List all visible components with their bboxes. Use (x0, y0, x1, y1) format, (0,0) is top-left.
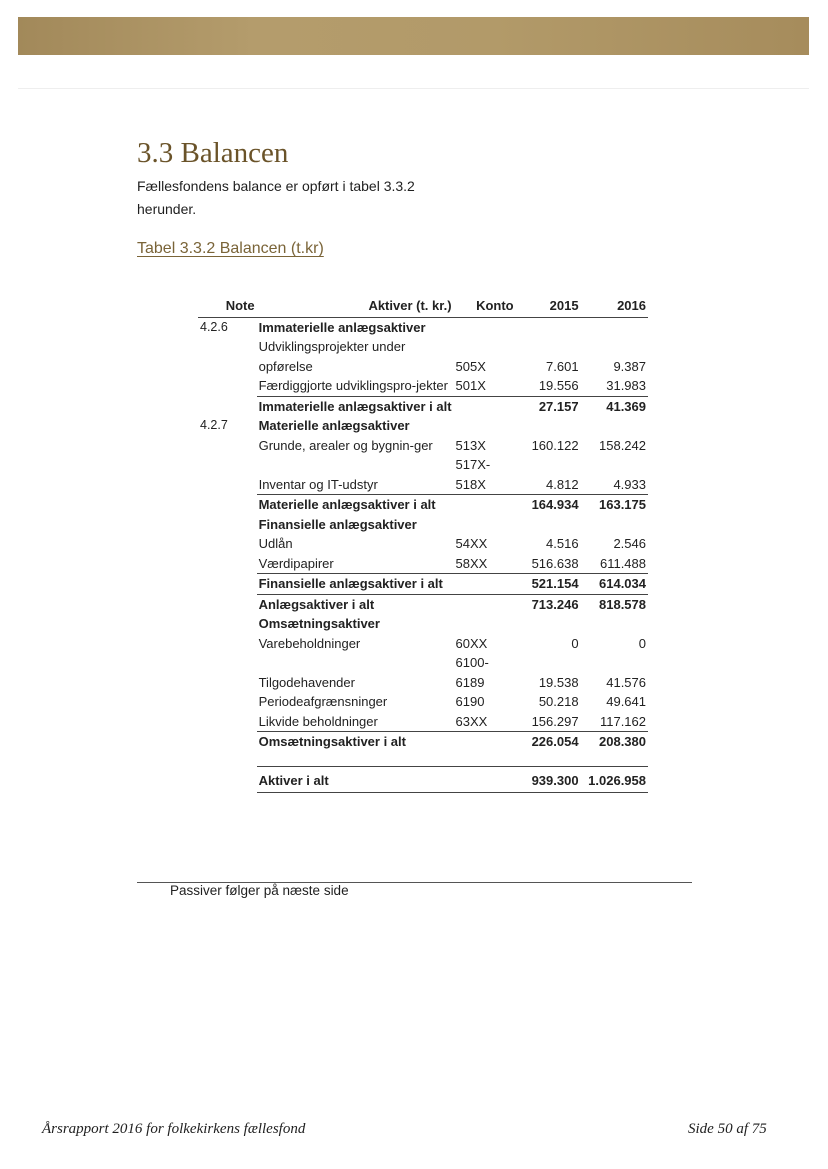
table-row (198, 396, 648, 416)
row-2015: 7.601 (546, 358, 579, 374)
row-2016: 0 (638, 635, 646, 651)
row-2015: 156.297 (516, 712, 581, 732)
header-2015: 2015 (516, 296, 581, 317)
table-row (198, 653, 648, 692)
row-2015: 27.157 (538, 398, 579, 414)
row-konto: 63XX (454, 712, 516, 732)
table-row (198, 614, 648, 634)
row-label: Værdipapirer (257, 554, 454, 574)
footnote-text: Passiver følger på næste side (170, 883, 349, 898)
row-note: 4.2.7 (200, 418, 228, 432)
row-konto: 501X (454, 376, 516, 396)
row-label: Immaterielle anlægsaktiver (258, 319, 426, 335)
header-2016: 2016 (581, 296, 648, 317)
table-row (198, 337, 648, 376)
row-label: Tilgodehavender (258, 674, 355, 690)
table-row (198, 692, 648, 712)
row-2015: 160.122 (531, 437, 579, 453)
row-label: Finansielle anlægsaktiver (258, 516, 417, 532)
row-2015: 19.556 (516, 376, 581, 396)
row-2015: 19.538 (538, 674, 579, 690)
row-label: Materielle anlægsaktiver i alt (258, 497, 436, 512)
row-label: Periodeafgrænsninger (258, 694, 388, 709)
section-number: 3.3 (137, 137, 174, 169)
row-konto: 54XX (455, 536, 488, 551)
section-title (137, 137, 288, 170)
footer-title: Årsrapport 2016 for folkekirkens fællesfond (42, 1121, 306, 1137)
row-2015: 4.812 (516, 455, 581, 495)
table-row (198, 317, 648, 337)
row-2015: 939.300 (516, 766, 581, 793)
row-2016: 614.034 (581, 574, 648, 595)
row-konto: 60XX (455, 635, 488, 651)
row-2015: 4.516 (546, 536, 579, 551)
table-row (198, 534, 648, 554)
header-divider (18, 88, 809, 89)
row-2016: 41.576 (606, 674, 646, 690)
section-title-text: Balancen (180, 137, 289, 169)
row-2016: 9.387 (613, 358, 646, 374)
row-2016: 163.175 (599, 497, 646, 512)
table-row (198, 376, 648, 396)
row-2016: 41.369 (606, 398, 646, 414)
header-note: Note (198, 296, 257, 317)
row-2016: 158.242 (599, 437, 646, 453)
row-2016: 1.026.958 (581, 766, 648, 793)
row-label: Udlån (258, 536, 293, 551)
header-bar (18, 17, 809, 55)
table-row (198, 732, 648, 752)
row-2016: 31.983 (581, 376, 648, 396)
row-note: 4.2.6 (200, 319, 228, 334)
table-row (198, 634, 648, 654)
row-label: Varebeholdninger (258, 635, 361, 651)
row-2016: 49.641 (606, 694, 646, 709)
table-row (198, 574, 648, 595)
intro-paragraph: Fællesfondens balance er opført i tabel 3.3.2 herunder. (137, 178, 415, 217)
balance-table (198, 296, 648, 793)
row-konto: 517X-518X (454, 455, 516, 495)
row-2015: 50.218 (538, 694, 579, 709)
row-label: Likvide beholdninger (257, 712, 454, 732)
row-konto: 6190 (455, 694, 485, 709)
row-label: Inventar og IT-udstyr (257, 455, 454, 495)
table-header-row (198, 296, 648, 317)
row-2016: 818.578 (599, 596, 646, 612)
table-row (198, 594, 648, 614)
header-konto: Konto (454, 296, 516, 317)
row-label: Materielle anlægsaktiver (258, 418, 410, 433)
footer-page-number: Side 50 af 75 (688, 1121, 767, 1137)
table-caption: Tabel 3.3.2 Balancen (t.kr) (137, 240, 324, 257)
table-row (198, 455, 648, 495)
table-row-total (198, 766, 648, 793)
row-label: Immaterielle anlægsaktiver i alt (258, 398, 452, 414)
table-row (198, 515, 648, 535)
row-label: Aktiver i alt (257, 766, 454, 793)
row-label: Grunde, arealer og bygnin-ger (258, 437, 433, 453)
row-2016: 208.380 (599, 734, 646, 749)
row-konto: 513X (455, 437, 486, 453)
row-label: Finansielle anlægsaktiver i alt (257, 574, 454, 595)
table-row (198, 554, 648, 574)
table-row (198, 436, 648, 456)
row-label: Anlægsaktiver i alt (258, 596, 375, 612)
row-konto: 6100-6189 (455, 655, 489, 690)
row-2015: 0 (571, 635, 579, 651)
row-konto: 505X (455, 358, 486, 374)
row-2016: 4.933 (581, 455, 648, 495)
row-2015: 713.246 (531, 596, 579, 612)
table-row (198, 712, 648, 732)
header-label: Aktiver (t. kr.) (257, 296, 454, 317)
row-konto: 58XX (454, 554, 516, 574)
row-2015: 516.638 (516, 554, 581, 574)
row-label: Færdiggjorte udviklingspro-jekter (257, 376, 454, 396)
row-label: Udviklingsprojekter under opførelse (258, 339, 406, 374)
row-2015: 226.054 (531, 734, 579, 749)
row-label: Omsætningsaktiver (258, 616, 380, 631)
row-2016: 611.488 (581, 554, 648, 574)
row-2016: 117.162 (581, 712, 648, 732)
table-row (198, 416, 648, 436)
table-row (198, 495, 648, 515)
row-label: Omsætningsaktiver i alt (258, 734, 406, 749)
table-spacer (198, 752, 648, 767)
row-2016: 2.546 (613, 536, 646, 551)
row-2015: 164.934 (531, 497, 579, 512)
row-2015: 521.154 (516, 574, 581, 595)
